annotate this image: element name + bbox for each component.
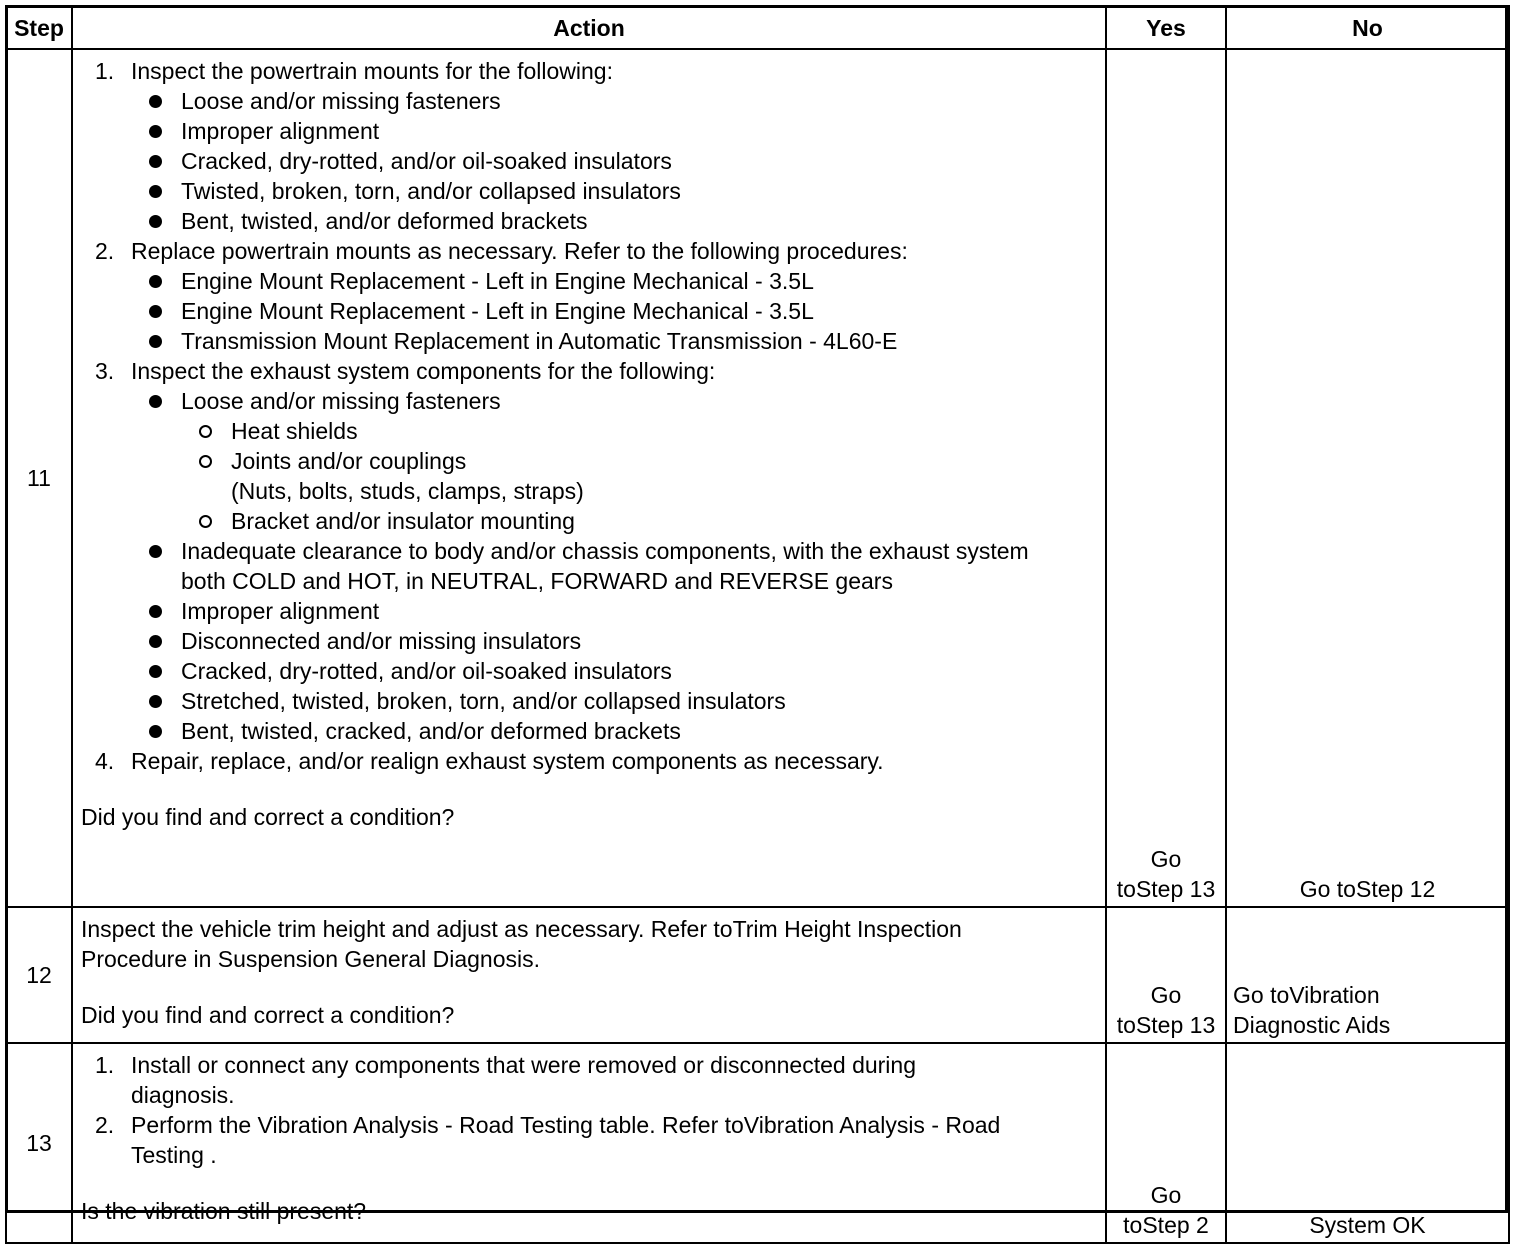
- numbered-item: 1. Inspect the powertrain mounts for the following:: [95, 58, 613, 84]
- bullet-icon: [149, 275, 162, 288]
- table-row: [6, 49, 1509, 907]
- bullet-item: Bent, twisted, and/or deformed brackets: [81, 206, 1097, 236]
- bullet-item: Loose and/or missing fasteners: [81, 86, 1097, 116]
- numbered-item-continuation: Testing .: [131, 1142, 217, 1168]
- action-cell: [72, 1043, 1106, 1243]
- circle-bullet-icon: [199, 455, 212, 468]
- bullet-item: Bent, twisted, cracked, and/or deformed brackets: [81, 716, 1097, 746]
- sub-bullet-item: Heat shields: [81, 416, 1097, 446]
- bullet-item: Loose and/or missing fasteners: [81, 386, 1097, 416]
- yes-cell: Go toStep 2: [1106, 1043, 1226, 1243]
- bullet-item: Twisted, broken, torn, and/or collapsed insulators: [81, 176, 1097, 206]
- step-number: 13: [6, 1043, 72, 1243]
- sub-bullet-item: Bracket and/or insulator mounting: [81, 506, 1097, 536]
- numbered-item: 1. Install or connect any components that were removed or disconnected during: [95, 1052, 916, 1078]
- bullet-icon: [149, 635, 162, 648]
- table-row: [6, 1043, 1509, 1243]
- header-action: Action: [72, 6, 1106, 49]
- bullet-item: Engine Mount Replacement - Left in Engine Mechanical - 3.5L: [81, 296, 1097, 326]
- bullet-icon: [149, 665, 162, 678]
- question-text: Did you find and correct a condition?: [81, 1002, 455, 1028]
- bullet-item: Inadequate clearance to body and/or chassis components, with the exhaust system: [81, 536, 1097, 566]
- bullet-icon: [149, 215, 162, 228]
- bullet-icon: [149, 125, 162, 138]
- yes-cell: Go toStep 13: [1106, 49, 1226, 907]
- step-number: 12: [6, 907, 72, 1043]
- table-row: [6, 907, 1509, 1043]
- bullet-icon: [149, 545, 162, 558]
- numbered-item: 4. Repair, replace, and/or realign exhaust system components as necessary.: [95, 748, 884, 774]
- bullet-item: Cracked, dry-rotted, and/or oil-soaked insulators: [81, 656, 1097, 686]
- bullet-icon: [149, 185, 162, 198]
- no-cell: System OK: [1226, 1043, 1509, 1243]
- header-no: No: [1226, 6, 1509, 49]
- bullet-icon: [149, 155, 162, 168]
- yes-cell: Go toStep 13: [1106, 907, 1226, 1043]
- numbered-item: 2. Perform the Vibration Analysis - Road Testing table. Refer toVibration Analysis - Road: [95, 1112, 1001, 1138]
- diagnostic-table: [5, 5, 1510, 1244]
- bullet-icon: [149, 395, 162, 408]
- header-yes: Yes: [1106, 6, 1226, 49]
- bullet-icon: [149, 605, 162, 618]
- header-step: Step: [6, 6, 72, 49]
- circle-bullet-icon: [199, 425, 212, 438]
- sub-bullet-item: Joints and/or couplings: [81, 446, 1097, 476]
- bullet-icon: [149, 695, 162, 708]
- question-text: Is the vibration still present?: [81, 1198, 367, 1224]
- question-text: Did you find and correct a condition?: [81, 804, 455, 830]
- bullet-item: Cracked, dry-rotted, and/or oil-soaked insulators: [81, 146, 1097, 176]
- numbered-item-continuation: diagnosis.: [131, 1082, 235, 1108]
- bullet-continuation: both COLD and HOT, in NEUTRAL, FORWARD and REVERSE gears: [181, 568, 893, 594]
- numbered-item: 2. Replace powertrain mounts as necessary. Refer to the following procedures:: [95, 238, 908, 264]
- bullet-icon: [149, 725, 162, 738]
- header-row: [6, 6, 1509, 49]
- numbered-item: 3. Inspect the exhaust system components for the following:: [95, 358, 716, 384]
- sub-bullet-continuation: (Nuts, bolts, studs, clamps, straps): [231, 478, 584, 504]
- bullet-item: Engine Mount Replacement - Left in Engine Mechanical - 3.5L: [81, 266, 1097, 296]
- step-number: 11: [6, 49, 72, 907]
- bullet-item: Transmission Mount Replacement in Automatic Transmission - 4L60-E: [81, 326, 1097, 356]
- no-cell: Go toStep 12: [1226, 49, 1509, 907]
- circle-bullet-icon: [199, 515, 212, 528]
- action-cell: Inspect the vehicle trim height and adjust as necessary. Refer toTrim Height Inspection Procedure in Suspension General Diagnosis. Did you find and correct a condition?: [72, 907, 1106, 1043]
- bullet-item: Stretched, twisted, broken, torn, and/or collapsed insulators: [81, 686, 1097, 716]
- no-cell: Go toVibration Diagnostic Aids: [1226, 907, 1509, 1043]
- bullet-icon: [149, 305, 162, 318]
- bullet-icon: [149, 95, 162, 108]
- bullet-item: Improper alignment: [81, 596, 1097, 626]
- bullet-item: Improper alignment: [81, 116, 1097, 146]
- bullet-item: Disconnected and/or missing insulators: [81, 626, 1097, 656]
- bullet-icon: [149, 335, 162, 348]
- action-cell: [72, 49, 1106, 907]
